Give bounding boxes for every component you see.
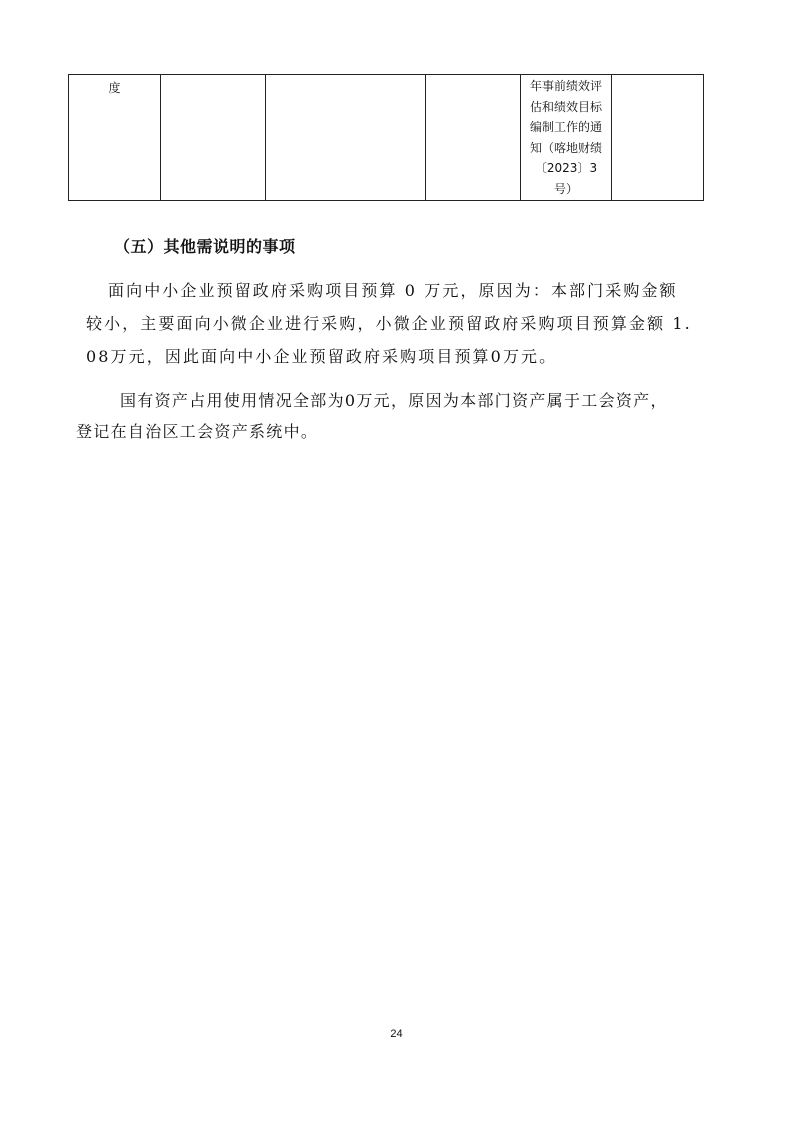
paragraph-procurement	[86, 274, 692, 373]
basis-line: 估和绩效目标	[529, 99, 602, 114]
paragraph-line: 面向中小企业预留政府采购项目预算 0 万元，原因为：本部门采购金额	[108, 281, 678, 300]
basis-line: 年事前绩效评	[529, 79, 602, 93]
table-cell-item: 度	[69, 75, 161, 201]
table-cell-basis	[521, 75, 612, 201]
paragraph-line: 较小，主要面向小微企业进行采购，小微企业预留政府采购项目预算金额 1.	[86, 314, 692, 333]
section-heading: （五）其他需说明的事项	[114, 237, 296, 256]
paragraph-line: 登记在自治区工会资产系统中。	[76, 422, 319, 441]
table-cell-empty	[266, 75, 426, 201]
paragraph-assets	[76, 385, 668, 447]
basis-line: 〔2023〕3	[534, 161, 598, 175]
table-row	[69, 75, 704, 201]
paragraph-line: 08万元，因此面向中小企业预留政府采购项目预算0万元。	[86, 347, 558, 366]
basis-line: 号）	[553, 181, 578, 196]
page-number: 24	[390, 1028, 403, 1040]
table-cell-empty	[426, 75, 521, 201]
basis-line: 编制工作的通	[529, 120, 602, 134]
table-continuation	[68, 74, 704, 201]
table-cell-empty	[612, 75, 704, 201]
table-cell-empty	[161, 75, 266, 201]
basis-line: 知（喀地财绩	[529, 140, 602, 155]
paragraph-line: 国有资产占用使用情况全部为0万元，原因为本部门资产属于工会资产，	[120, 391, 668, 410]
